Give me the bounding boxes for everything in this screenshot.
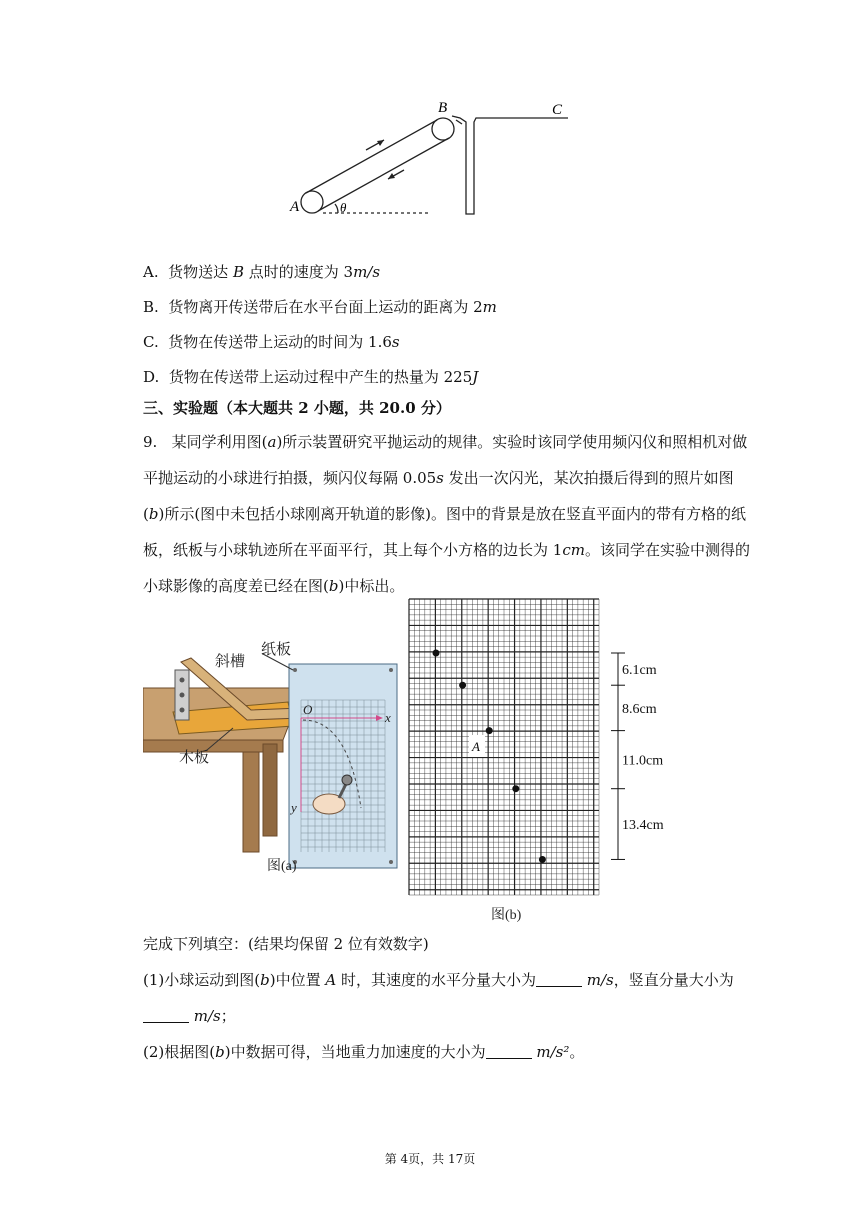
q1-text-2: ，竖直分量大小为 [613, 971, 734, 989]
label-paper: 纸板 [261, 642, 292, 658]
q2-text: )中数据可得，当地重力加速度的大小为 [224, 1043, 486, 1061]
q9-text-2: )所示装置研究平抛运动的规律。实验时该同学使用频闪仪和照相机对做平抛运动的小球进行拍摄，频闪仪每隔 0.05 [143, 433, 748, 487]
ball-image [512, 785, 519, 792]
q9-text-4: )所示(图中未包括小球刚离开轨道的影像)。图中的背景是放在竖直平面内的带有方格的纸板，纸板与小球轨迹所在平面平行，其上每个小方格的边长为 1 [143, 505, 747, 559]
option-unit: s [391, 333, 400, 351]
option-letter: A. [143, 263, 159, 281]
option-val: 225 [443, 368, 473, 386]
option-2 [143, 332, 400, 352]
fill-intro: 完成下列填空：(结果均保留 2 位有效数字) [143, 935, 429, 953]
caption-b: 图(b) [491, 908, 522, 923]
q1-unit: m/s [586, 971, 614, 989]
answer-blank-1[interactable] [536, 970, 582, 987]
height-measurement: 11.0cm [622, 753, 664, 769]
ball-image [539, 856, 546, 863]
option-pre: 货物送达 [168, 263, 233, 281]
q1-text: 时，其速度的水平分量大小为 [336, 971, 536, 989]
label-theta: θ [340, 200, 347, 215]
option-letter: D. [143, 368, 160, 386]
q9-var-b2: b [328, 577, 339, 595]
option-letter: C. [143, 333, 159, 351]
answer-blank-2[interactable] [143, 1006, 189, 1023]
option-pre: 货物在传送带上运动的时间为 [168, 333, 369, 351]
option-pre: 货物在传送带上运动过程中产生的热量为 [168, 368, 444, 386]
q9-text-6: )中标出。 [338, 577, 405, 595]
option-unit: J [472, 368, 479, 386]
option-0 [143, 262, 380, 282]
option-unit: m [482, 298, 497, 316]
option-mid: 点时的速度为 [243, 263, 344, 281]
q9-text-5: 。该同学在实验中测得的小球影像的高度差已经在图( [143, 541, 750, 595]
point-a-label: A [472, 739, 480, 754]
ball-image [486, 727, 493, 734]
label-x-axis: x [385, 710, 391, 725]
option-var: B [232, 263, 244, 281]
q1-unit-2: m/s [193, 1007, 221, 1025]
page-footer: 第 4页，共 17页 [384, 1152, 476, 1166]
q9-unit-cm: cm [562, 541, 585, 559]
option-val: 1.6 [368, 333, 392, 351]
ball-image [433, 650, 440, 657]
fill-q2 [143, 1042, 584, 1062]
answer-blank-3[interactable] [486, 1042, 532, 1059]
q9-unit-s: s [436, 469, 444, 487]
q1-text-pre: (1)小球运动到图( [143, 971, 261, 989]
option-3 [143, 367, 478, 387]
label-c: C [552, 102, 563, 118]
q2-var-b: b [215, 1043, 225, 1061]
platform [452, 116, 568, 214]
label-board: 木板 [179, 750, 210, 766]
label-y-axis: y [291, 800, 297, 815]
option-1 [143, 297, 497, 317]
label-chute: 斜槽 [215, 654, 246, 670]
q1-var-a: A [325, 971, 337, 989]
q2-unit: m/s² [536, 1043, 570, 1061]
option-pre: 货物离开传送带后在水平台面上运动的距离为 [168, 298, 474, 316]
height-measurement: 6.1cm [622, 663, 657, 679]
fill-q1 [143, 970, 734, 990]
q1-text-mid: )中位置 [269, 971, 326, 989]
option-letter: B. [143, 298, 159, 316]
conveyor-figure [280, 96, 580, 222]
option-val: 3 [343, 263, 354, 281]
q9-var-a: a [267, 433, 277, 451]
option-unit: m/s [353, 263, 381, 281]
q1-var-b: b [260, 971, 270, 989]
option-val: 2 [473, 298, 483, 316]
height-measurement: 8.6cm [622, 701, 657, 717]
figure-a [143, 640, 403, 880]
ball-image [459, 682, 466, 689]
fill-q1-cont [143, 1006, 236, 1026]
question-number: 9. [143, 433, 158, 451]
label-origin: O [303, 702, 313, 717]
height-measurement: 13.4cm [622, 818, 664, 834]
label-a: A [290, 199, 300, 215]
q2-end: 。 [569, 1043, 585, 1061]
section-title: 三、实验题（本大题共 2 小题，共 20.0 分） [143, 399, 451, 417]
q9-text-1: 某同学利用图( [171, 433, 268, 451]
q9-text-3: 发出一次闪光，某次拍摄后得到的照片如图( [143, 469, 734, 523]
caption-a: 图(a) [267, 859, 297, 874]
question-9 [143, 424, 753, 604]
label-b: B [438, 100, 448, 116]
figure-b [405, 595, 695, 925]
q2-text-pre: (2)根据图( [143, 1043, 216, 1061]
q9-var-b: b [148, 505, 159, 523]
q1-end: ； [220, 1007, 236, 1025]
